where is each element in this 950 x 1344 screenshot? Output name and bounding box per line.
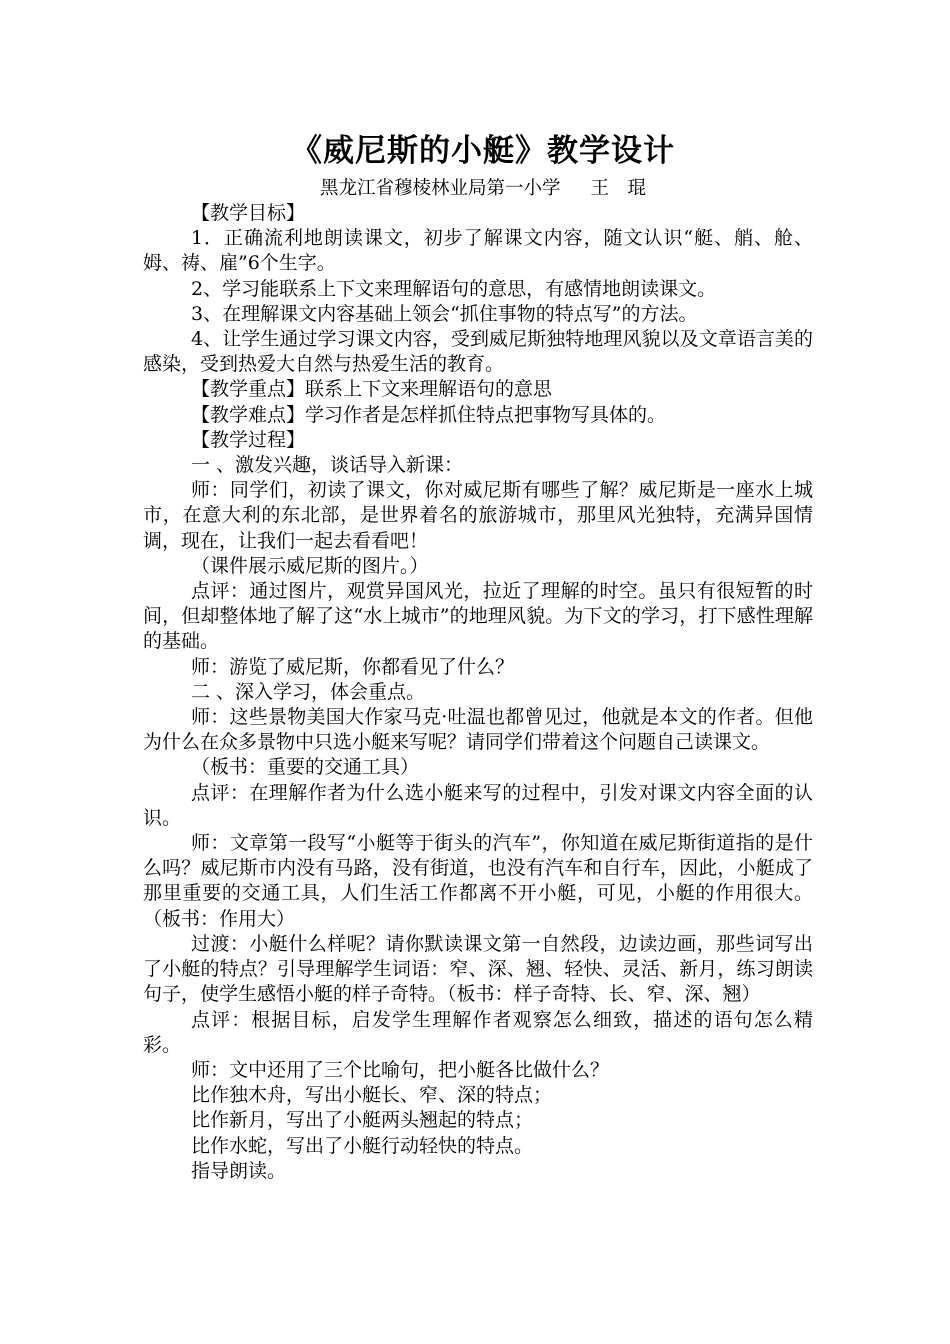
paragraph: 师：这些景物美国大作家马克·吐温也都曾见过，他就是本文的作者。但他为什么在众多景物中只选小艇来写呢？请同学们带着这个问题自己读课文。 <box>143 706 813 754</box>
paragraph: （板书：重要的交通工具） <box>191 756 420 779</box>
paragraph: （课件展示威尼斯的图片。） <box>191 554 429 577</box>
author-name: 王 琨 <box>590 178 647 199</box>
step-heading: 二 、深入学习，体会重点。 <box>191 680 426 703</box>
author-org: 黑龙江省穆棱林业局第一小学 <box>319 178 561 199</box>
objective-item: 4、让学生通过学习课文内容，受到威尼斯独特地理风貌以及文章语言美的感染，受到热爱大自然与热爱生活的教育。 <box>143 328 813 376</box>
document-title: 《威尼斯的小艇》教学设计 <box>291 133 675 169</box>
paragraph: 指导朗读。 <box>191 1159 287 1182</box>
step-heading: 一 、激发兴趣，谈话导入新课： <box>191 454 464 477</box>
paragraph: 比作独木舟，写出小艇长、窄、深的特点； <box>191 1084 553 1107</box>
author-line <box>143 176 823 201</box>
paragraph: 师：文中还用了三个比喻句，把小艇各比做什么？ <box>191 1058 610 1081</box>
section-heading-objectives: 【教学目标】 <box>191 202 306 224</box>
section-heading-process: 【教学过程】 <box>191 428 306 451</box>
document-body <box>143 201 813 1184</box>
section-difficulty: 【教学难点】学习作者是怎样抓住特点把事物写具体的。 <box>191 403 667 426</box>
paragraph: 点评：根据目标，启发学生理解作者观察怎么细致，描述的语句怎么精彩。 <box>143 1008 813 1056</box>
paragraph: 比作水蛇，写出了小艇行动轻快的特点。 <box>191 1134 534 1157</box>
paragraph: 师：同学们，初读了课文，你对威尼斯有哪些了解？威尼斯是一座水上城市，在意大利的东北部，是世界着名的旅游城市，那里风光独特，充满异国情调，现在，让我们一起去看看吧！ <box>143 479 813 552</box>
objective-item: 1．正确流利地朗读课文，初步了解课文内容，随文认识“艇、艄、舱、姆、祷、雇”6个生字。 <box>143 227 813 275</box>
paragraph: 师：文章第一段写“小艇等于街头的汽车”，你知道在威尼斯街道指的是什么吗？威尼斯市内没有马路，没有街道，也没有汽车和自行车，因此，小艇成了那里重要的交通工具，人们生活工作都离不开小艇，可见，小艇的作用很大。（板书：作用大） <box>143 832 813 930</box>
paragraph: 比作新月，写出了小艇两头翘起的特点； <box>191 1109 534 1132</box>
objective-item: 2、学习能联系上下文来理解语句的意思，有感情地朗读课文。 <box>191 277 717 300</box>
paragraph: 点评：通过图片，观赏异国风光，拉近了理解的时空。虽只有很短暂的时间，但却整体地了解了这“水上城市”的地理风貌。为下文的学习，打下感性理解的基础。 <box>143 580 813 653</box>
objective-item: 3、在理解课文内容基础上领会“抓住事物的特点写”的方法。 <box>191 302 698 325</box>
paragraph: 师：游览了威尼斯，你都看见了什么？ <box>191 655 515 678</box>
section-key-point: 【教学重点】联系上下文来理解语句的意思 <box>191 378 553 401</box>
paragraph: 过渡：小艇什么样呢？请你默读课文第一自然段，边读边画，那些词写出了小艇的特点？引导理解学生词语：窄、深、翘、轻快、灵活、新月，练习朗读句子，使学生感悟小艇的样子奇特。（板书：样子奇特、长、窄、深、翘） <box>143 932 813 1006</box>
paragraph: 点评：在理解作者为什么选小艇来写的过程中，引发对课文内容全面的认识。 <box>143 781 813 829</box>
